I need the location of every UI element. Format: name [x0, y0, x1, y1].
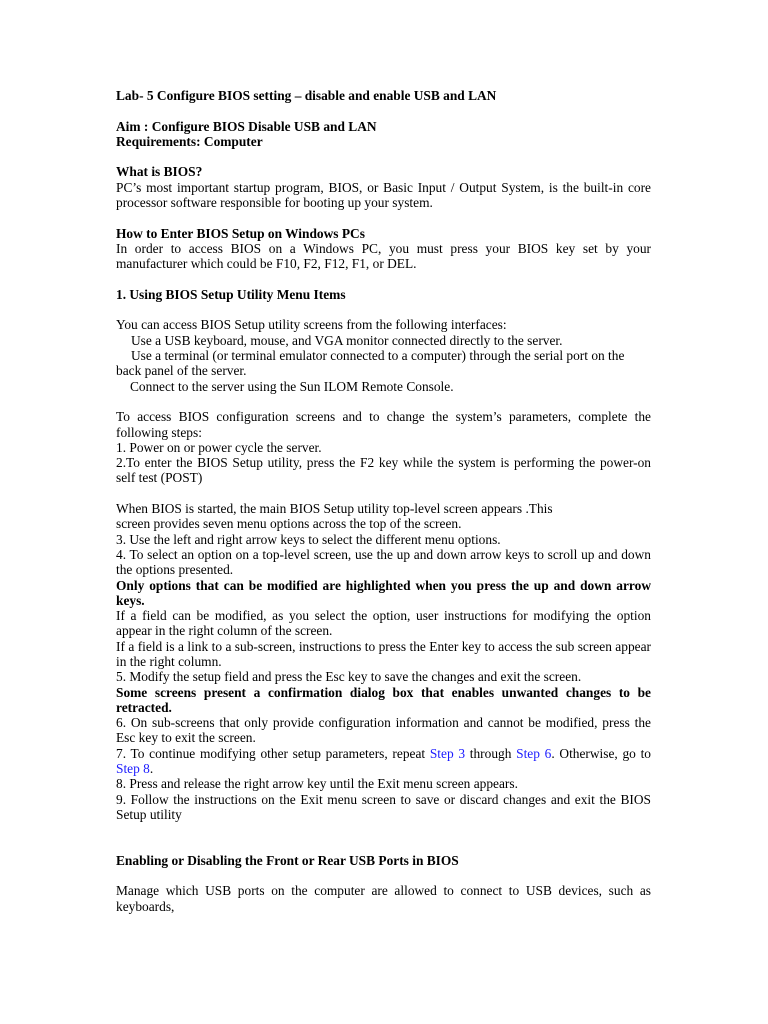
step-7-text-d: . [149, 761, 154, 777]
field-link-note: If a field is a link to a sub-screen, instructions to press the Enter key to access the sub screen appear in the right column. [116, 638, 651, 669]
step-1: 1. Power on or power cycle the server. [116, 439, 322, 455]
step-7 [116, 746, 651, 777]
aim-line: Aim : Configure BIOS Disable USB and LAN [116, 118, 377, 134]
section1-heading: 1. Using BIOS Setup Utility Menu Items [116, 286, 346, 302]
what-is-bios-body: PC’s most important startup program, BIOS, or Basic Input / Output System, is the built-in core processor software responsible for booting up your system. [116, 179, 651, 211]
usb-section-heading: Enabling or Disabling the Front or Rear USB Ports in BIOS [116, 852, 459, 868]
step-6: 6. On sub-screens that only provide configuration information and cannot be modified, press the Esc key to exit the screen. [116, 715, 651, 746]
what-is-bios-heading: What is BIOS? [116, 164, 203, 180]
step-6-link[interactable]: Step 6 [516, 745, 552, 761]
confirm-note: Some screens present a confirmation dialog box that enables unwanted changes to be retracted. [116, 684, 651, 715]
interface-bullet-2-cont: back panel of the server. [116, 363, 247, 379]
access-intro: To access BIOS configuration screens and to change the system’s parameters, complete the following steps: [116, 409, 651, 440]
interface-bullet-2: Use a terminal (or terminal emulator connected to a computer) through the serial port on the [131, 348, 625, 364]
highlight-note: Only options that can be modified are highlighted when you press the up and down arrow keys. [116, 577, 651, 608]
requirements-line: Requirements: Computer [116, 133, 263, 149]
interface-bullet-1: Use a USB keyboard, mouse, and VGA monitor connected directly to the server. [131, 332, 563, 348]
step-2: 2.To enter the BIOS Setup utility, press the F2 key while the system is performing the power-on self test (POST) [116, 455, 651, 486]
step-7-text-a: 7. To continue modifying other setup parameters, repeat [116, 745, 430, 761]
step-3: 3. Use the left and right arrow keys to select the different menu options. [116, 531, 501, 547]
bios-started-line-1: When BIOS is started, the main BIOS Setup utility top-level screen appears .This [116, 501, 553, 517]
step-8-link[interactable]: Step 8 [116, 761, 150, 777]
enter-bios-body: In order to access BIOS on a Windows PC, you must press your BIOS key set by your manufacturer which could be F10, F2, F12, F1, or DEL. [116, 240, 651, 272]
step-7-text-b: through [465, 745, 517, 761]
step-8: 8. Press and release the right arrow key until the Exit menu screen appears. [116, 776, 518, 792]
document-page [116, 88, 651, 914]
bios-started-line-2: screen provides seven menu options across the top of the screen. [116, 516, 462, 532]
step-7-text-c: . Otherwise, go to [551, 745, 651, 761]
interface-bullet-3: Connect to the server using the Sun ILOM Remote Console. [130, 378, 454, 394]
usb-section-body: Manage which USB ports on the computer are allowed to connect to USB devices, such as keyboards, [116, 883, 651, 914]
lab-title: Lab- 5 Configure BIOS setting – disable and enable USB and LAN [116, 88, 497, 103]
step-5: 5. Modify the setup field and press the Esc key to save the changes and exit the screen. [116, 669, 582, 685]
section1-intro: You can access BIOS Setup utility screens from the following interfaces: [116, 317, 507, 333]
enter-bios-heading: How to Enter BIOS Setup on Windows PCs [116, 225, 365, 241]
field-modified-note: If a field can be modified, as you select the option, user instructions for modifying the option appear in the right column of the screen. [116, 608, 651, 639]
step-3-link[interactable]: Step 3 [429, 745, 466, 761]
step-9: 9. Follow the instructions on the Exit menu screen to save or discard changes and exit the BIOS Setup utility [116, 791, 651, 822]
step-4: 4. To select an option on a top-level screen, use the up and down arrow keys to scroll up and down the options presented. [116, 546, 651, 578]
